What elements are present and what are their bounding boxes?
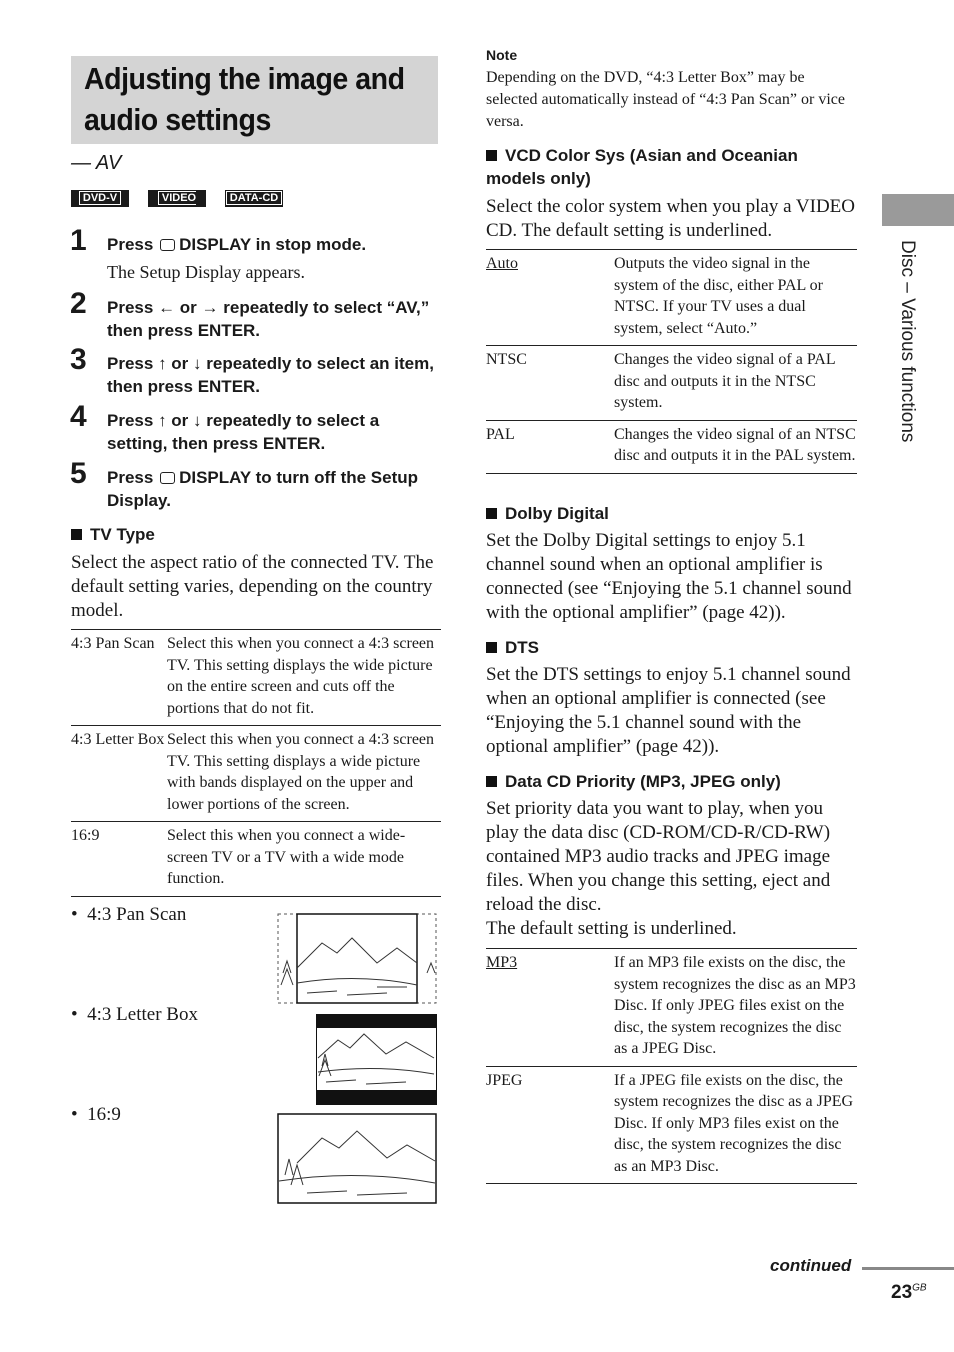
table-cell-label: NTSC xyxy=(486,351,527,368)
square-bullet-icon xyxy=(486,642,497,653)
datacd-table xyxy=(486,949,857,1184)
step-2-text: Press ← or → repeatedly to select “AV,” then press ENTER. xyxy=(107,298,430,340)
datacd-description: Set priority data you want to play, when you play the data disc (CD-ROM/CD-R/CD-RW) contained MP3 audio tracks and JPEG image files. When you change this setting, eject and reload the disc. xyxy=(486,798,831,915)
note-heading: Note xyxy=(486,47,518,63)
pan-scan-illustration xyxy=(277,913,437,1004)
table-row xyxy=(71,630,441,726)
step-5-text: Press DISPLAY to turn off the Setup Display. xyxy=(107,468,419,510)
left-arrow-icon: ← xyxy=(158,298,176,317)
square-bullet-icon xyxy=(486,150,497,161)
step-number: 3 xyxy=(70,343,87,376)
disc-badge-data-cd: DATA-CD xyxy=(225,190,283,207)
table-cell-desc: Outputs the video signal in the system of the disc, either PAL or NTSC. If your TV uses a dual system, select “Auto.” xyxy=(614,255,824,337)
table-cell-desc: If an MP3 file exists on the disc, the system recognizes the disc as an MP3 Disc. If only JPEG files exist on the disc, the system recognizes the disc as a JPEG Disc. xyxy=(614,954,856,1057)
disc-badge-video-cd: VIDEO CD xyxy=(148,190,206,207)
step-3-text: Press ↑ or ↓ repeatedly to select an item, then press ENTER. xyxy=(107,354,434,396)
step-number: 5 xyxy=(70,457,87,490)
side-tab-marker xyxy=(882,194,954,226)
table-cell-label: 16:9 xyxy=(71,827,100,844)
bullet-item: • 4:3 Pan Scan xyxy=(71,904,187,925)
down-arrow-icon: ↓ xyxy=(193,354,202,373)
right-arrow-icon: → xyxy=(201,298,219,317)
tv-type-table xyxy=(71,630,441,897)
dolby-description: Set the Dolby Digital settings to enjoy 5.1 channel sound when an optional amplifier is connected (see “Enjoying the 5.1 channel sound with the optional amplifier” (page 42)). xyxy=(486,530,852,623)
display-button-icon xyxy=(160,239,175,251)
disc-badge-dvd-v: DVD-V xyxy=(71,190,129,207)
bullet-item: • 16:9 xyxy=(71,1104,121,1125)
table-cell-label: PAL xyxy=(486,425,515,443)
table-cell-desc: If a JPEG file exists on the disc, the system recognizes the disc as a JPEG Disc. If only MP3 files exist on the disc, the system recognizes the disc as an MP3 Disc. xyxy=(614,1071,854,1175)
vcd-description: Select the color system when you play a VIDEO CD. The default setting is underlined. xyxy=(486,196,856,241)
display-button-icon xyxy=(160,472,175,484)
table-row xyxy=(486,346,857,421)
step-number: 4 xyxy=(70,400,87,433)
table-cell-desc: Changes the video signal of a PAL disc and outputs it in the NTSC system. xyxy=(614,351,836,411)
vcd-heading: VCD Color Sys (Asian and Oceanian models only) xyxy=(486,146,798,188)
letter-box-illustration xyxy=(316,1014,437,1105)
table-row xyxy=(486,420,857,473)
square-bullet-icon xyxy=(486,508,497,519)
step-4-text: Press ↑ or ↓ repeatedly to select a setting, then press ENTER. xyxy=(107,411,380,453)
dts-heading: DTS xyxy=(486,636,539,659)
table-cell-desc: Select this when you connect a wide-screen TV or a TV with a wide mode function. xyxy=(167,827,406,887)
step-number: 1 xyxy=(70,224,87,257)
vcd-table xyxy=(486,250,857,474)
step-1-text: Press DISPLAY in stop mode. xyxy=(107,235,367,254)
bullet-item: • 4:3 Letter Box xyxy=(71,1004,198,1025)
section-subtitle: — AV xyxy=(71,152,122,174)
page-title: Adjusting the image and audio settings xyxy=(84,61,405,137)
note-text: Depending on the DVD, “4:3 Letter Box” may be selected automatically instead of “4:3 Pan Scan” or vice versa. xyxy=(486,69,845,130)
table-row xyxy=(486,949,857,1066)
table-cell-label: 4:3 Pan Scan xyxy=(71,635,155,652)
wide-screen-illustration xyxy=(277,1113,437,1204)
table-row xyxy=(486,250,857,346)
table-cell-label: 4:3 Letter Box xyxy=(71,731,165,748)
table-cell-desc: Select this when you connect a 4:3 screen TV. This setting displays a wide picture with bands displayed on the upper and lower portions of the screen. xyxy=(167,731,435,813)
table-row xyxy=(71,726,441,822)
dts-description: Set the DTS settings to enjoy 5.1 channel sound when an optional amplifier is connected (see “Enjoying the 5.1 channel sound with the optional amplifier” (page 42)). xyxy=(486,664,851,757)
continued-label: continued xyxy=(770,1256,852,1275)
up-arrow-icon: ↑ xyxy=(158,411,167,430)
page-number: $23^{GB}$ xyxy=(891,1282,927,1303)
tv-type-heading: TV Type xyxy=(71,523,155,546)
step-1-result: The Setup Display appears. xyxy=(107,262,305,282)
up-arrow-icon: ↑ xyxy=(158,354,167,373)
table-cell-label: JPEG xyxy=(486,1071,523,1089)
table-row xyxy=(71,822,441,897)
table-row xyxy=(486,1066,857,1184)
square-bullet-icon xyxy=(486,776,497,787)
side-section-label: Disc – Various functions xyxy=(897,240,918,443)
table-cell-label: Auto xyxy=(486,255,518,272)
datacd-default-note: The default setting is underlined. xyxy=(486,918,737,939)
datacd-heading: Data CD Priority (MP3, JPEG only) xyxy=(486,770,781,793)
table-cell-label: MP3 xyxy=(486,954,518,971)
table-cell-desc: Changes the video signal of an NTSC disc and outputs it in the PAL system. xyxy=(614,425,856,464)
step-number: 2 xyxy=(70,287,87,320)
table-cell-desc: Select this when you connect a 4:3 screen TV. This setting displays the wide picture on the entire screen and cuts off the portions that do not fit. xyxy=(167,635,435,717)
continued-rule xyxy=(862,1267,954,1270)
dolby-heading: Dolby Digital xyxy=(486,502,609,525)
tv-type-description: Select the aspect ratio of the connected TV. The default setting varies, depending on the country model. xyxy=(71,552,434,621)
down-arrow-icon: ↓ xyxy=(193,411,202,430)
square-bullet-icon xyxy=(71,529,82,540)
